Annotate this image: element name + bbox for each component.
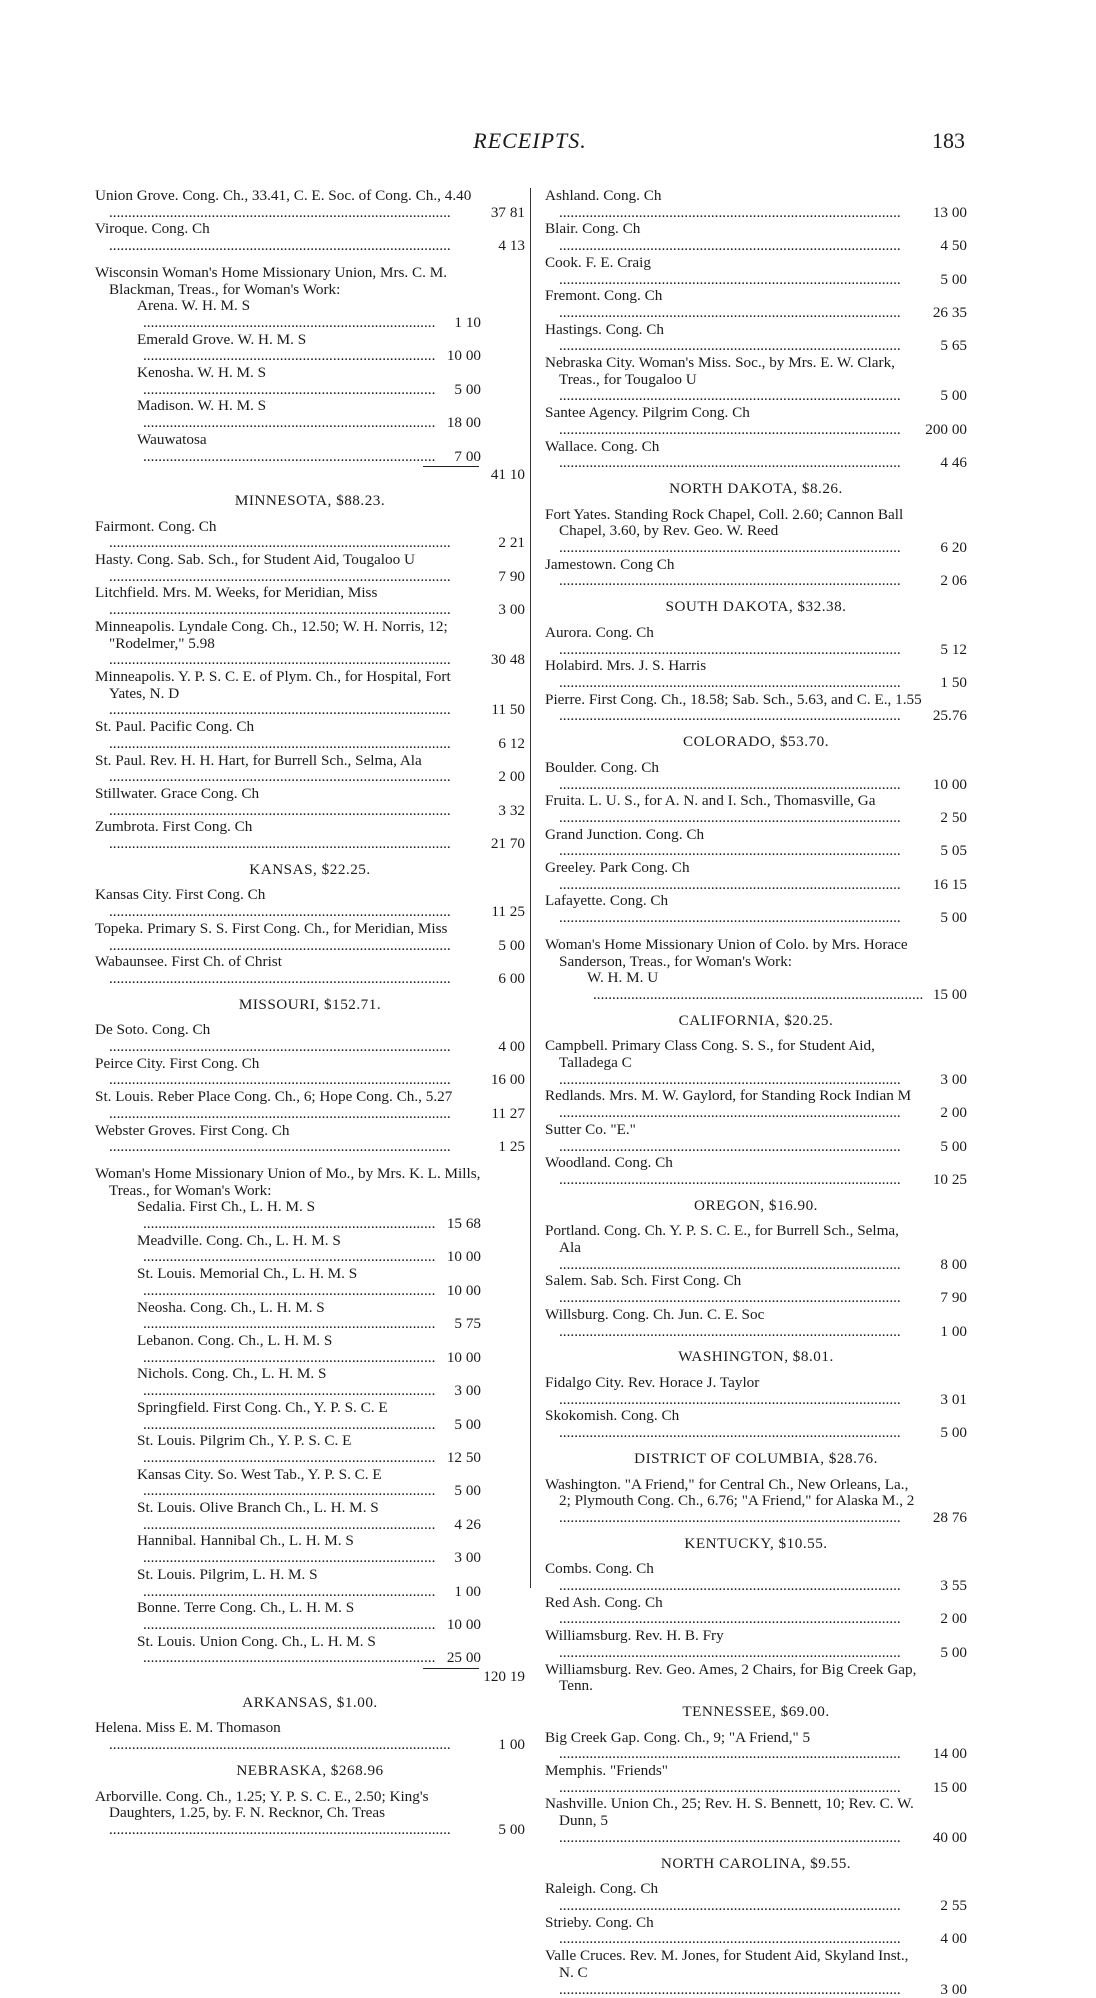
sub-entry: Lebanon. Cong. Ch., L. H. M. S ..... 10 00 (95, 1333, 525, 1366)
receipt-entry: Topeka. Primary S. S. First Cong. Ch., for Meridian, Miss ..... 5 00 (95, 921, 525, 954)
section-heading-missouri: MISSOURI, $152.71. (238, 995, 382, 1013)
sub-entry: Sedalia. First Ch., L. H. M. S ..... 15 68 (95, 1199, 525, 1232)
section-heading-nebraska: NEBRASKA, $268.96 (236, 1761, 384, 1779)
receipt-entry: Washington. "A Friend," for Central Ch., New Orleans, La., 2; Plymouth Cong. Ch., 6.76; "A Friend," for Alaska M., 2 ..... 28 76 (545, 1477, 967, 1527)
receipt-entry: Zumbrota. First Cong. Ch ..... 21 70 (95, 819, 525, 852)
sub-entry: St. Louis. Olive Branch Ch., L. H. M. S ..... 4 26 (95, 1500, 525, 1533)
receipt-entry: Webster Groves. First Cong. Ch ..... 1 25 (95, 1123, 525, 1156)
section-heading-south-dakota: SOUTH DAKOTA, $32.38. (665, 598, 847, 616)
receipt-entry: Cook. F. E. Craig ..... 5 00 (545, 255, 967, 288)
receipt-entry: Fort Yates. Standing Rock Chapel, Coll. 2.60; Cannon Ball Chapel, 3.60, by Rev. Geo. W. Reed ..... 6 20 (545, 507, 967, 557)
receipt-entry: Raleigh. Cong. Ch ..... 2 55 (545, 1881, 967, 1914)
receipt-entry: Peirce City. First Cong. Ch ..... 16 00 (95, 1056, 525, 1089)
section-heading-california: CALIFORNIA, $20.25. (678, 1011, 834, 1029)
receipt-entry: Aurora. Cong. Ch ..... 5 12 (545, 625, 967, 658)
receipt-entry: Lafayette. Cong. Ch ..... 5 00 (545, 893, 967, 926)
sub-entry: St. Louis. Union Cong. Ch., L. H. M. S ..... 25 00 (95, 1634, 525, 1667)
receipt-entry: Willsburg. Cong. Ch. Jun. C. E. Soc ..... 1 00 (545, 1307, 967, 1340)
receipt-entry: Williamsburg. Rev. Geo. Ames, 2 Chairs, for Big Creek Gap, Tenn. (545, 1660, 917, 1695)
receipt-entry: Wabaunsee. First Ch. of Christ ..... 6 00 (95, 954, 525, 987)
sub-entry: Meadville. Cong. Ch., L. H. M. S ..... 10 00 (95, 1233, 525, 1266)
receipt-entry: Nashville. Union Ch., 25; Rev. H. S. Bennett, 10; Rev. C. W. Dunn, 5 ..... 40 00 (545, 1796, 967, 1846)
receipt-entry: Ashland. Cong. Ch ..... 13 00 (545, 188, 967, 221)
sub-entry: Kansas City. So. West Tab., Y. P. S. C. E ..... 5 00 (95, 1467, 525, 1500)
receipt-entry: Arborville. Cong. Ch., 1.25; Y. P. S. C. E., 2.50; King's Daughters, 1.25, by. F. N. Recknor, Ch. Treas ..... 5 00 (95, 1789, 525, 1839)
receipt-entry: Pierre. First Cong. Ch., 18.58; Sab. Sch., 5.63, and C. E., 1.55 ..... 25.76 (545, 692, 967, 725)
sub-entry: St. Louis. Pilgrim, L. H. M. S ..... 1 00 (95, 1567, 525, 1600)
receipt-entry: Holabird. Mrs. J. S. Harris ..... 1 50 (545, 658, 967, 691)
receipt-entry: Hastings. Cong. Ch ..... 5 65 (545, 322, 967, 355)
receipt-entry: Fairmont. Cong. Ch ..... 2 21 (95, 519, 525, 552)
receipt-entry: Minneapolis. Y. P. S. C. E. of Plym. Ch., for Hospital, Fort Yates, N. D ..... 11 50 (95, 669, 525, 719)
section-heading-north-dakota: NORTH DAKOTA, $8.26. (669, 479, 843, 497)
section-heading-north-carolina: NORTH CAROLINA, $9.55. (660, 1854, 852, 1872)
receipt-entry: Redlands. Mrs. M. W. Gaylord, for Standing Rock Indian M ..... 2 00 (545, 1088, 967, 1121)
receipt-entry: Salem. Sab. Sch. First Cong. Ch ..... 7 90 (545, 1273, 967, 1306)
receipt-entry: Viroque. Cong. Ch ..... 4 13 (95, 221, 525, 254)
receipt-entry: Skokomish. Cong. Ch ..... 5 00 (545, 1408, 967, 1441)
receipt-entry: Litchfield. Mrs. M. Weeks, for Meridian, Miss ..... 3 00 (95, 585, 525, 618)
section-heading-oregon: OREGON, $16.90. (694, 1196, 818, 1214)
receipt-entry: St. Louis. Reber Place Cong. Ch., 6; Hope Cong. Ch., 5.27 ..... 11 27 (95, 1089, 525, 1122)
section-heading-kansas: KANSAS, $22.25. (249, 860, 371, 878)
sub-entry: Kenosha. W. H. M. S ..... 5 00 (95, 365, 525, 398)
receipt-entry: Strieby. Cong. Ch ..... 4 00 (545, 1915, 967, 1948)
receipt-entry: Hasty. Cong. Sab. Sch., for Student Aid, Tougaloo U ..... 7 90 (95, 552, 525, 585)
page-header (95, 128, 965, 158)
left-column (95, 188, 525, 1839)
receipt-entry: Greeley. Park Cong. Ch ..... 16 15 (545, 860, 967, 893)
sub-entry: Madison. W. H. M. S ..... 18 00 (95, 398, 525, 431)
receipt-entry: Stillwater. Grace Cong. Ch ..... 3 32 (95, 786, 525, 819)
receipt-entry: St. Paul. Rev. H. H. Hart, for Burrell Sch., Selma, Ala ..... 2 00 (95, 753, 525, 786)
union-heading: Woman's Home Missionary Union of Mo., by Mrs. K. L. Mills, Treas., for Woman's Work: (95, 1164, 481, 1199)
sub-entry: St. Louis. Pilgrim Ch., Y. P. S. C. E ..... 12 50 (95, 1433, 525, 1466)
receipt-entry: Santee Agency. Pilgrim Cong. Ch ..... 200 00 (545, 405, 967, 438)
receipt-entry: Red Ash. Cong. Ch ..... 2 00 (545, 1595, 967, 1628)
running-title: RECEIPTS. (473, 128, 587, 153)
receipt-entry: Helena. Miss E. M. Thomason ..... 1 00 (95, 1720, 525, 1753)
receipt-entry: Fidalgo City. Rev. Horace J. Taylor ..... 3 01 (545, 1375, 967, 1408)
section-heading-minnesota: MINNESOTA, $88.23. (234, 491, 386, 509)
receipt-entry: Fremont. Cong. Ch ..... 26 35 (545, 288, 967, 321)
sub-entry: Bonne. Terre Cong. Ch., L. H. M. S ..... 10 00 (95, 1600, 525, 1633)
sub-entry: Emerald Grove. W. H. M. S ..... 10 00 (95, 332, 525, 365)
receipt-entry: Fruita. L. U. S., for A. N. and I. Sch., Thomasville, Ga ..... 2 50 (545, 793, 967, 826)
receipt-entry: De Soto. Cong. Ch ..... 4 00 (95, 1022, 525, 1055)
sub-entry: Springfield. First Cong. Ch., Y. P. S. C. E ..... 5 00 (95, 1400, 525, 1433)
receipt-entry: Big Creek Gap. Cong. Ch., 9; "A Friend," 5 ..... 14 00 (545, 1730, 967, 1763)
column-divider (530, 188, 531, 1588)
sub-entry: Neosha. Cong. Ch., L. H. M. S ..... 5 75 (95, 1300, 525, 1333)
receipt-entry: Sutter Co. "E." ..... 5 00 (545, 1122, 967, 1155)
receipt-entry: St. Paul. Pacific Cong. Ch ..... 6 12 (95, 719, 525, 752)
subtotal: 41 10 (490, 466, 525, 484)
sub-entry: St. Louis. Memorial Ch., L. H. M. S ..... 10 00 (95, 1266, 525, 1299)
sub-entry: Arena. W. H. M. S ..... 1 10 (95, 298, 525, 331)
receipt-entry: Memphis. "Friends" ..... 15 00 (545, 1763, 967, 1796)
section-heading-colorado: COLORADO, $53.70. (682, 733, 830, 751)
right-column (545, 188, 967, 1998)
receipt-entry: Union Grove. Cong. Ch., 33.41, C. E. Soc. of Cong. Ch., 4.40 ..... 37 81 (95, 188, 525, 221)
sub-entry: Nichols. Cong. Ch., L. H. M. S ..... 3 00 (95, 1366, 525, 1399)
subtotal: 120 19 (483, 1668, 525, 1686)
union-heading: Woman's Home Missionary Union of Colo. by Mrs. Horace Sanderson, Treas., for Woman's Work: (545, 935, 908, 970)
sub-entry: W. H. M. U ..... 15 00 (545, 970, 967, 1003)
receipt-entry: Woodland. Cong. Ch ..... 10 25 (545, 1155, 967, 1188)
receipt-entry: Campbell. Primary Class Cong. S. S., for Student Aid, Talladega C ..... 3 00 (545, 1038, 967, 1088)
section-heading-kentucky: KENTUCKY, $10.55. (684, 1534, 828, 1552)
page-number: 183 (932, 128, 965, 153)
receipt-entry: Minneapolis. Lyndale Cong. Ch., 12.50; W. H. Norris, 12; "Rodelmer," 5.98 ..... 30 48 (95, 619, 525, 669)
receipt-entry: Jamestown. Cong Ch ..... 2 06 (545, 557, 967, 590)
receipt-entry: Williamsburg. Rev. H. B. Fry ..... 5 00 (545, 1628, 967, 1661)
receipt-entry: Blair. Cong. Ch ..... 4 50 (545, 221, 967, 254)
receipt-entry: Combs. Cong. Ch ..... 3 55 (545, 1561, 967, 1594)
receipt-entry: Nebraska City. Woman's Miss. Soc., by Mrs. E. W. Clark, Treas., for Tougaloo U ..... 5 00 (545, 355, 967, 405)
section-heading-washington: WASHINGTON, $8.01. (678, 1348, 834, 1366)
receipt-entry: Portland. Cong. Ch. Y. P. S. C. E., for Burrell Sch., Selma, Ala ..... 8 00 (545, 1223, 967, 1273)
section-heading-district-of-columbia: DISTRICT OF COLUMBIA, $28.76. (634, 1449, 878, 1467)
sub-entry: Wauwatosa ..... 7 00 (95, 432, 525, 465)
receipt-entry: Wallace. Cong. Ch ..... 4 46 (545, 439, 967, 472)
section-heading-tennessee: TENNESSEE, $69.00. (682, 1702, 830, 1720)
sub-entry: Hannibal. Hannibal Ch., L. H. M. S ..... 3 00 (95, 1533, 525, 1566)
receipt-entry: Kansas City. First Cong. Ch ..... 11 25 (95, 887, 525, 920)
receipt-entry: Valle Cruces. Rev. M. Jones, for Student Aid, Skyland Inst., N. C ..... 3 00 (545, 1948, 967, 1998)
section-heading-arkansas: ARKANSAS, $1.00. (242, 1693, 378, 1711)
union-heading: Wisconsin Woman's Home Missionary Union, Mrs. C. M. Blackman, Treas., for Woman's Work: (95, 263, 448, 298)
receipt-entry: Grand Junction. Cong. Ch ..... 5 05 (545, 827, 967, 860)
receipt-entry: Boulder. Cong. Ch ..... 10 00 (545, 760, 967, 793)
